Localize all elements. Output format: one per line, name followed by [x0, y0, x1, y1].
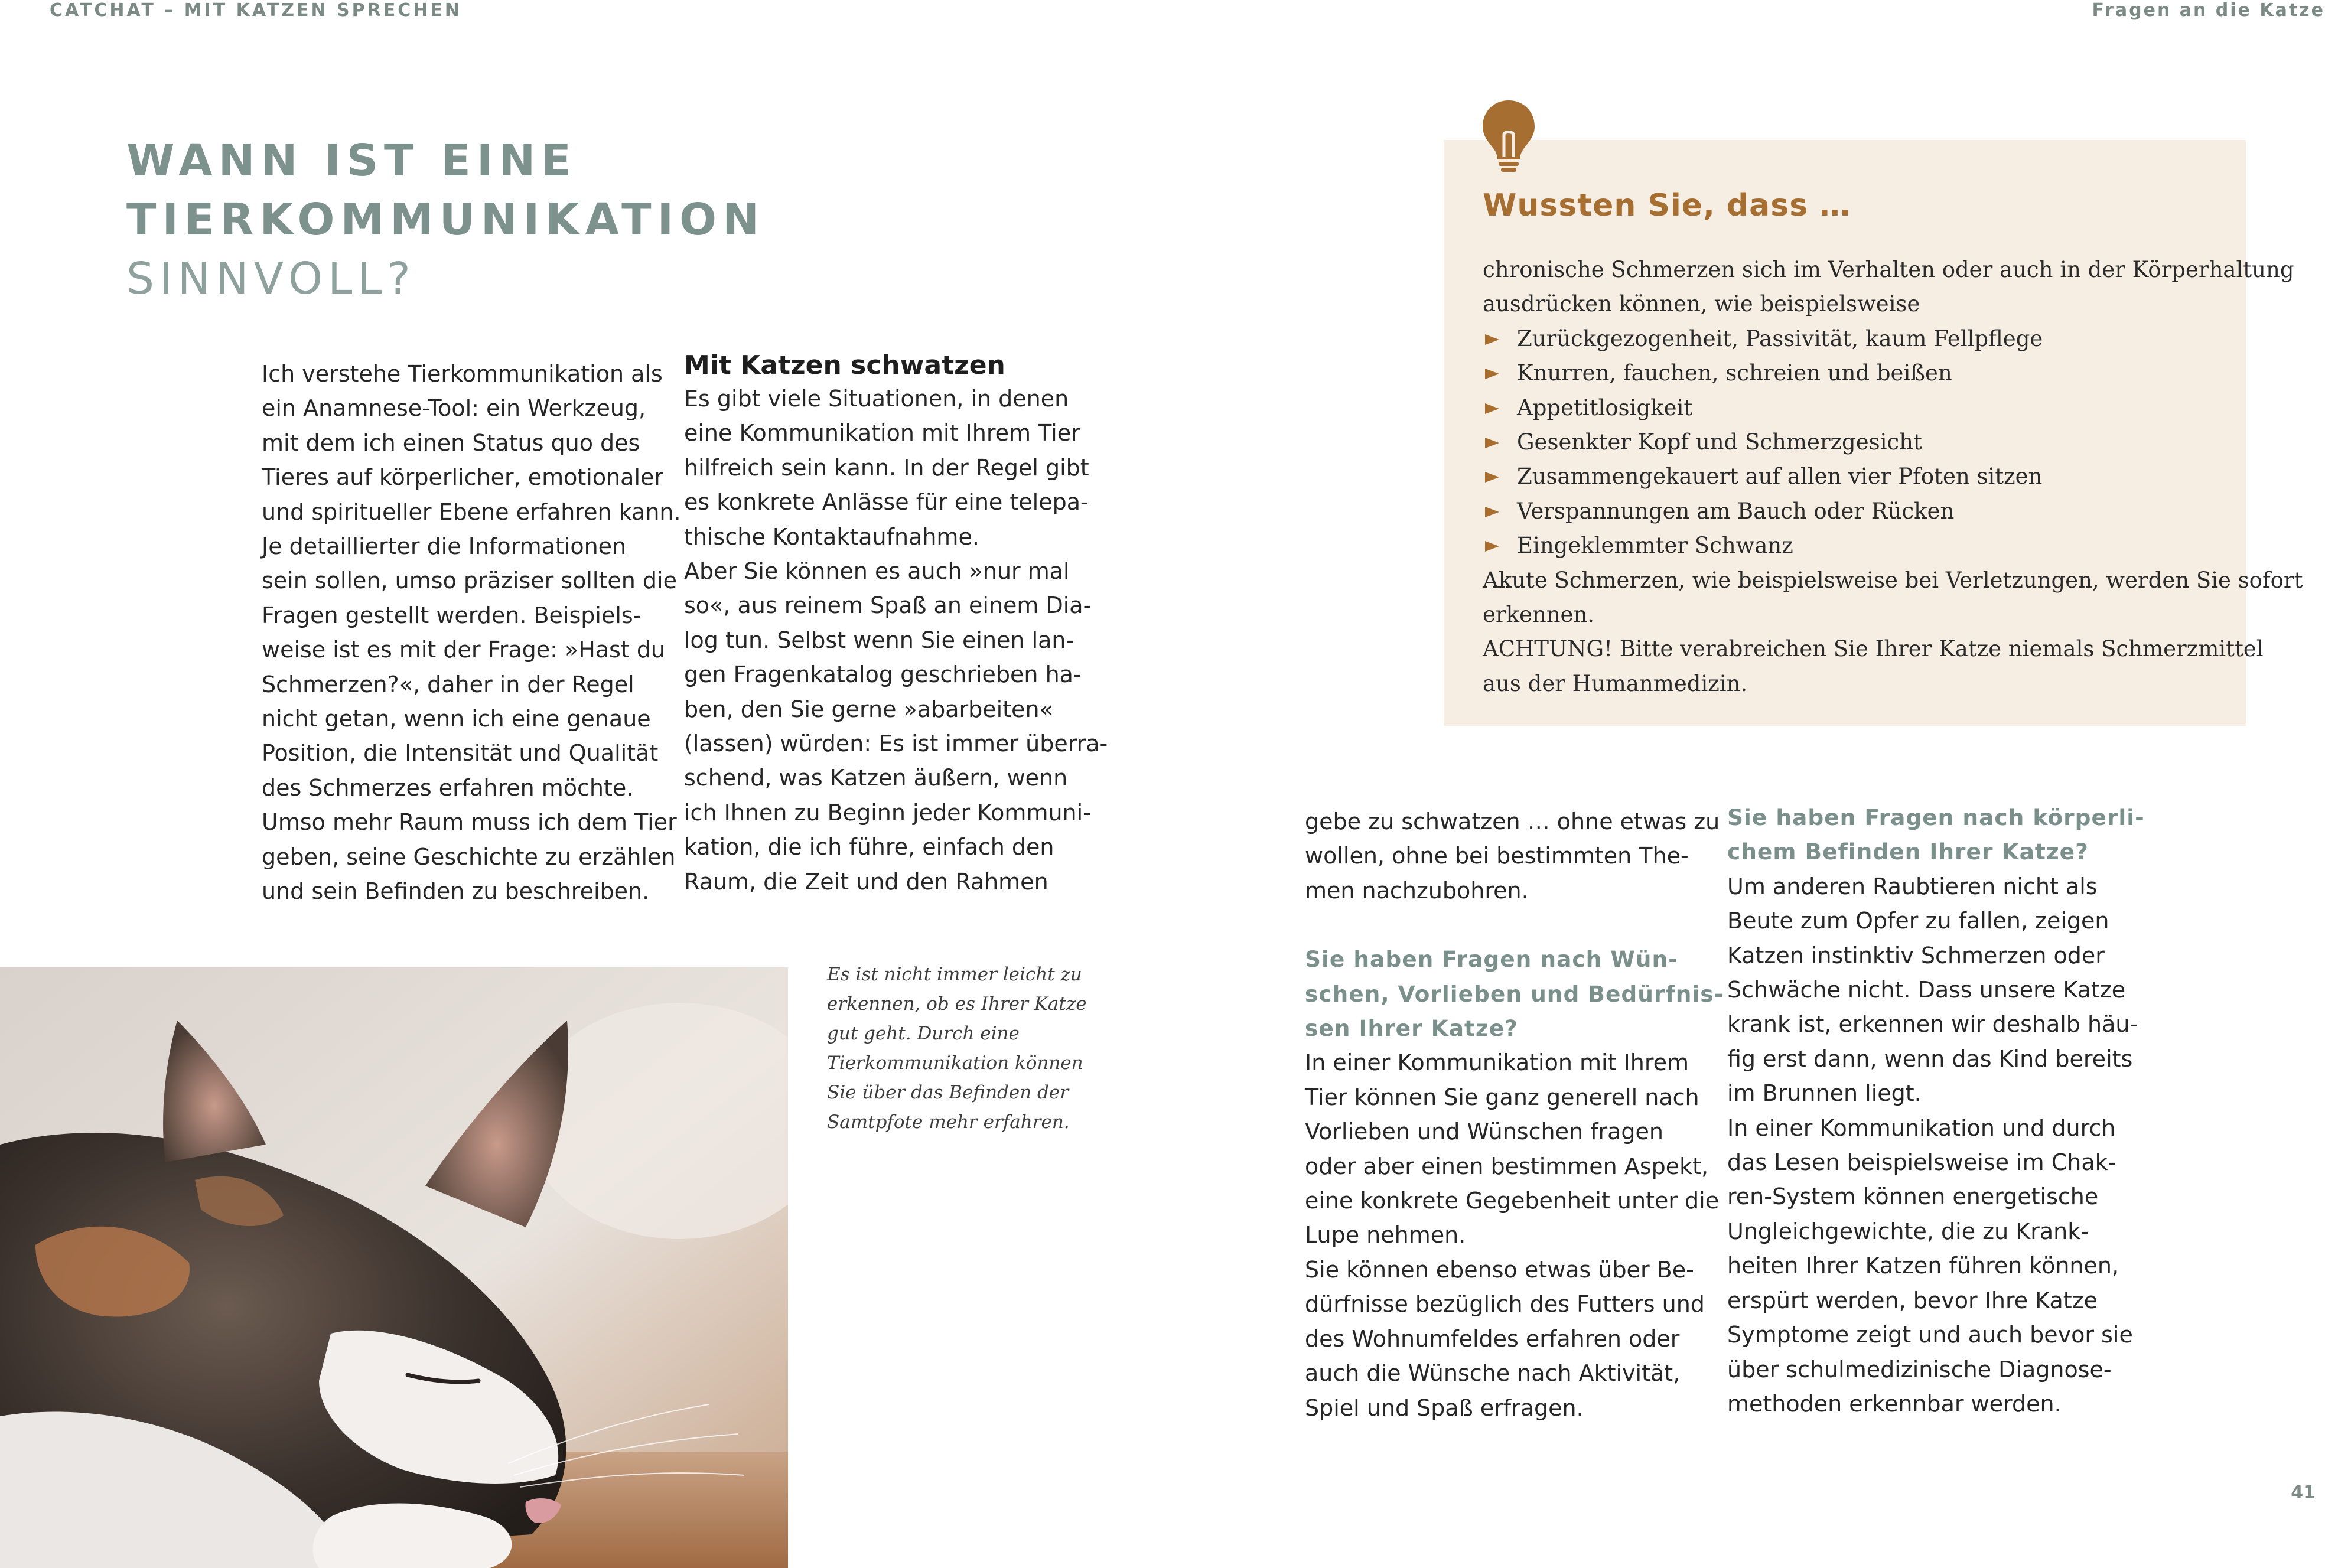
column-mit-katzen-schwatzen — [684, 347, 1108, 899]
body-text-line: Fragen gestellt werden. Beispiels- — [262, 602, 642, 628]
body-text-line: erspürt werden, bevor Ihre Katze — [1727, 1287, 2098, 1313]
body-text-line: Tieres auf körperlicher, emotionaler — [262, 464, 664, 491]
body-text-line: mit dem ich einen Status quo des — [262, 429, 640, 456]
body-text-line: Spiel und Spaß erfragen. — [1305, 1394, 1584, 1421]
symptom-text: Appetitlosigkeit — [1517, 395, 1693, 420]
bullet-arrow-icon — [1485, 438, 1499, 448]
body-text-line: Position, die Intensität und Qualität — [262, 740, 659, 767]
body-text-line: Schmerzen?«, daher in der Regel — [262, 671, 634, 697]
info-box-line: Akute Schmerzen, wie beispielsweise bei Verletzungen, werden Sie sofort — [1483, 567, 2303, 593]
body-text-line: oder aber einen bestimmen Aspekt, — [1305, 1153, 1709, 1179]
body-text-line: hilfreich sein kann. In der Regel gibt — [684, 454, 1089, 481]
info-box-line: ausdrücken können, wie beispielsweise — [1483, 291, 1920, 317]
body-text-line: log tun. Selbst wenn Sie einen lan- — [684, 627, 1074, 653]
body-text-line: Schwäche nicht. Dass unsere Katze — [1727, 977, 2126, 1003]
body-text-line: ein Anamnese-Tool: ein Werkzeug, — [262, 395, 646, 422]
caption-line: erkennen, ob es Ihrer Katze — [827, 993, 1087, 1015]
column-intro — [262, 357, 681, 909]
bullet-arrow-icon — [1485, 541, 1499, 552]
lightbulb-icon — [1480, 98, 1537, 175]
body-text-line: (lassen) würden: Es ist immer überra- — [684, 731, 1108, 757]
symptom-text: Verspannungen am Bauch oder Rücken — [1517, 498, 1955, 524]
body-text-line: In einer Kommunikation mit Ihrem — [1305, 1049, 1689, 1076]
body-text-line: Um anderen Raubtieren nicht als — [1727, 873, 2098, 899]
body-text-line: krank ist, erkennen wir deshalb häu- — [1727, 1011, 2138, 1038]
body-text-line: geben, seine Geschichte zu erzählen — [262, 843, 676, 870]
bullet-arrow-icon — [1485, 507, 1499, 517]
body-text-line: ren-System können energetische — [1727, 1184, 2099, 1210]
column-koerperliches-befinden — [1727, 800, 2145, 1421]
section-heading-line: sen Ihrer Katze? — [1305, 1015, 1518, 1042]
symptom-text: Eingeklemmter Schwanz — [1517, 533, 1793, 559]
body-text-line: im Brunnen liegt. — [1727, 1080, 1922, 1107]
body-text-line: Ich verstehe Tierkommunikation als — [262, 361, 663, 387]
body-text-line: men nachzubohren. — [1305, 877, 1529, 904]
body-text-line: fig erst dann, wenn das Kind bereits — [1727, 1045, 2133, 1072]
symptom-list-item — [1483, 459, 2303, 494]
body-text-line: methoden erkennbar werden. — [1727, 1390, 2062, 1417]
title-line-3: SINNVOLL? — [126, 253, 416, 304]
body-text-line: Es gibt viele Situationen, in denen — [684, 386, 1069, 412]
symptom-list-item — [1483, 494, 2303, 529]
body-text-line: Katzen instinktiv Schmerzen oder — [1727, 942, 2105, 969]
page-number: 41 — [2291, 1482, 2316, 1503]
body-text-line: weise ist es mit der Frage: »Hast du — [262, 637, 666, 663]
body-text-line: und spiritueller Ebene erfahren kann. — [262, 498, 681, 525]
symptom-text: Zusammengekauert auf allen vier Pfoten sitzen — [1517, 464, 2043, 490]
section-heading-line: chem Befinden Ihrer Katze? — [1727, 839, 2089, 865]
caption-line: Sie über das Befinden der — [827, 1082, 1069, 1103]
body-text-line: Je detaillierter die Informationen — [262, 533, 627, 560]
body-text-line: thische Kontaktaufnahme. — [684, 523, 979, 550]
symptom-list-item — [1483, 391, 2303, 425]
body-text-line: gen Fragenkatalog geschrieben ha- — [684, 661, 1082, 688]
bullet-arrow-icon — [1485, 334, 1499, 345]
body-text-line: Beute zum Opfer zu fallen, zeigen — [1727, 908, 2109, 934]
running-header-left: CATCHAT – MIT KATZEN SPRECHEN — [50, 0, 462, 21]
symptom-list-item — [1483, 356, 2303, 390]
caption-line: Samtpfote mehr erfahren. — [827, 1111, 1070, 1133]
body-text-line: ben, den Sie gerne »abarbeiten« — [684, 696, 1053, 722]
body-text-line: des Wohnumfeldes erfahren oder — [1305, 1325, 1680, 1352]
page-title — [126, 131, 765, 308]
body-text-line: Ungleichgewichte, die zu Krank- — [1727, 1218, 2089, 1244]
body-text-line: das Lesen beispielsweise im Chak- — [1727, 1149, 2116, 1176]
info-box-title: Wussten Sie, dass … — [1483, 188, 1851, 223]
body-text-line: Lupe nehmen. — [1305, 1222, 1466, 1248]
body-text-line: und sein Befinden zu beschreiben. — [262, 878, 650, 905]
body-text-line: Sie können ebenso etwas über Be- — [1305, 1256, 1694, 1283]
body-text-line: gebe zu schwatzen … ohne etwas zu — [1305, 809, 1720, 834]
symptom-list-item — [1483, 425, 2303, 459]
caption-line: gut geht. Durch eine — [827, 1023, 1020, 1044]
body-text-line: schend, was Katzen äußern, wenn — [684, 765, 1068, 791]
body-text-line: Tier können Sie ganz generell nach — [1305, 1084, 1699, 1110]
symptom-list — [1483, 322, 2303, 563]
section-heading-mit-katzen-schwatzen: Mit Katzen schwatzen — [684, 350, 1005, 380]
symptom-text: Gesenkter Kopf und Schmerzgesicht — [1517, 429, 1922, 455]
info-box-line: aus der Humanmedizin. — [1483, 670, 1748, 696]
section-heading-line: Sie haben Fragen nach körperli- — [1727, 804, 2145, 830]
section-heading-line: Sie haben Fragen nach Wün- — [1305, 946, 1678, 973]
symptom-text: Knurren, fauchen, schreien und beißen — [1517, 360, 1952, 386]
body-text-line: eine Kommunikation mit Ihrem Tier — [684, 420, 1080, 446]
body-text-line: Symptome zeigt und auch bevor sie — [1727, 1322, 2133, 1348]
body-text-line: so«, aus reinem Spaß an einem Dia- — [684, 592, 1092, 619]
body-text-line: Umso mehr Raum muss ich dem Tier — [262, 809, 677, 836]
body-text-line: nicht getan, wenn ich eine genaue — [262, 706, 651, 732]
caption-line: Es ist nicht immer leicht zu — [827, 964, 1082, 985]
symptom-text: Zurückgezogenheit, Passivität, kaum Fellpflege — [1517, 325, 2043, 351]
bullet-arrow-icon — [1485, 369, 1499, 379]
body-text-line: ich Ihnen zu Beginn jeder Kommuni- — [684, 799, 1091, 826]
body-text-line: heiten Ihrer Katzen führen können, — [1727, 1253, 2119, 1279]
body-text-line: sein sollen, umso präziser sollten die — [262, 568, 677, 594]
info-box-line: chronische Schmerzen sich im Verhalten oder auch in der Körperhaltung — [1483, 257, 2294, 282]
body-text-line: In einer Kommunikation und durch — [1727, 1114, 2116, 1141]
body-text-line: Raum, die Zeit und den Rahmen — [684, 868, 1048, 895]
body-text-line: Vorlieben und Wünschen fragen — [1305, 1119, 1664, 1145]
running-header-right: Fragen an die Katze — [2092, 0, 2325, 21]
info-box-text — [1483, 253, 2303, 701]
title-line-1: WANN IST EINE — [126, 135, 577, 186]
photo-caption — [827, 960, 1087, 1137]
body-text-line: über schulmedizinische Diagnose- — [1727, 1356, 2112, 1383]
section-heading-line: schen, Vorlieben und Bedürfnis- — [1305, 980, 1724, 1007]
body-text-line: kation, die ich führe, einfach den — [684, 834, 1054, 860]
title-line-2: TIERKOMMUNIKATION — [126, 194, 766, 245]
symptom-list-item — [1483, 322, 2303, 356]
body-text-line: auch die Wünsche nach Aktivität, — [1305, 1360, 1681, 1387]
body-text-line: eine konkrete Gegebenheit unter die — [1305, 1188, 1720, 1214]
symptom-list-item — [1483, 529, 2303, 563]
column-wuensche — [1305, 804, 1724, 1425]
info-box-line: ACHTUNG! Bitte verabreichen Sie Ihrer Katze niemals Schmerzmittel — [1483, 636, 2264, 662]
body-text-line: des Schmerzes erfahren möchte. — [262, 774, 634, 801]
caption-line: Tierkommunikation können — [827, 1052, 1083, 1074]
info-box-line: erkennen. — [1483, 602, 1595, 628]
cat-photo — [0, 967, 788, 1568]
body-text-line: es konkrete Anlässe für eine telepa- — [684, 489, 1089, 516]
body-text-line: Aber Sie können es auch »nur mal — [684, 558, 1070, 585]
bullet-arrow-icon — [1485, 472, 1499, 483]
body-text-line: dürfnisse bezüglich des Futters und — [1305, 1291, 1705, 1318]
bullet-arrow-icon — [1485, 403, 1499, 414]
sleeping-cat-image — [0, 967, 788, 1568]
body-text-line: wollen, ohne bei bestimmten The- — [1305, 843, 1689, 869]
